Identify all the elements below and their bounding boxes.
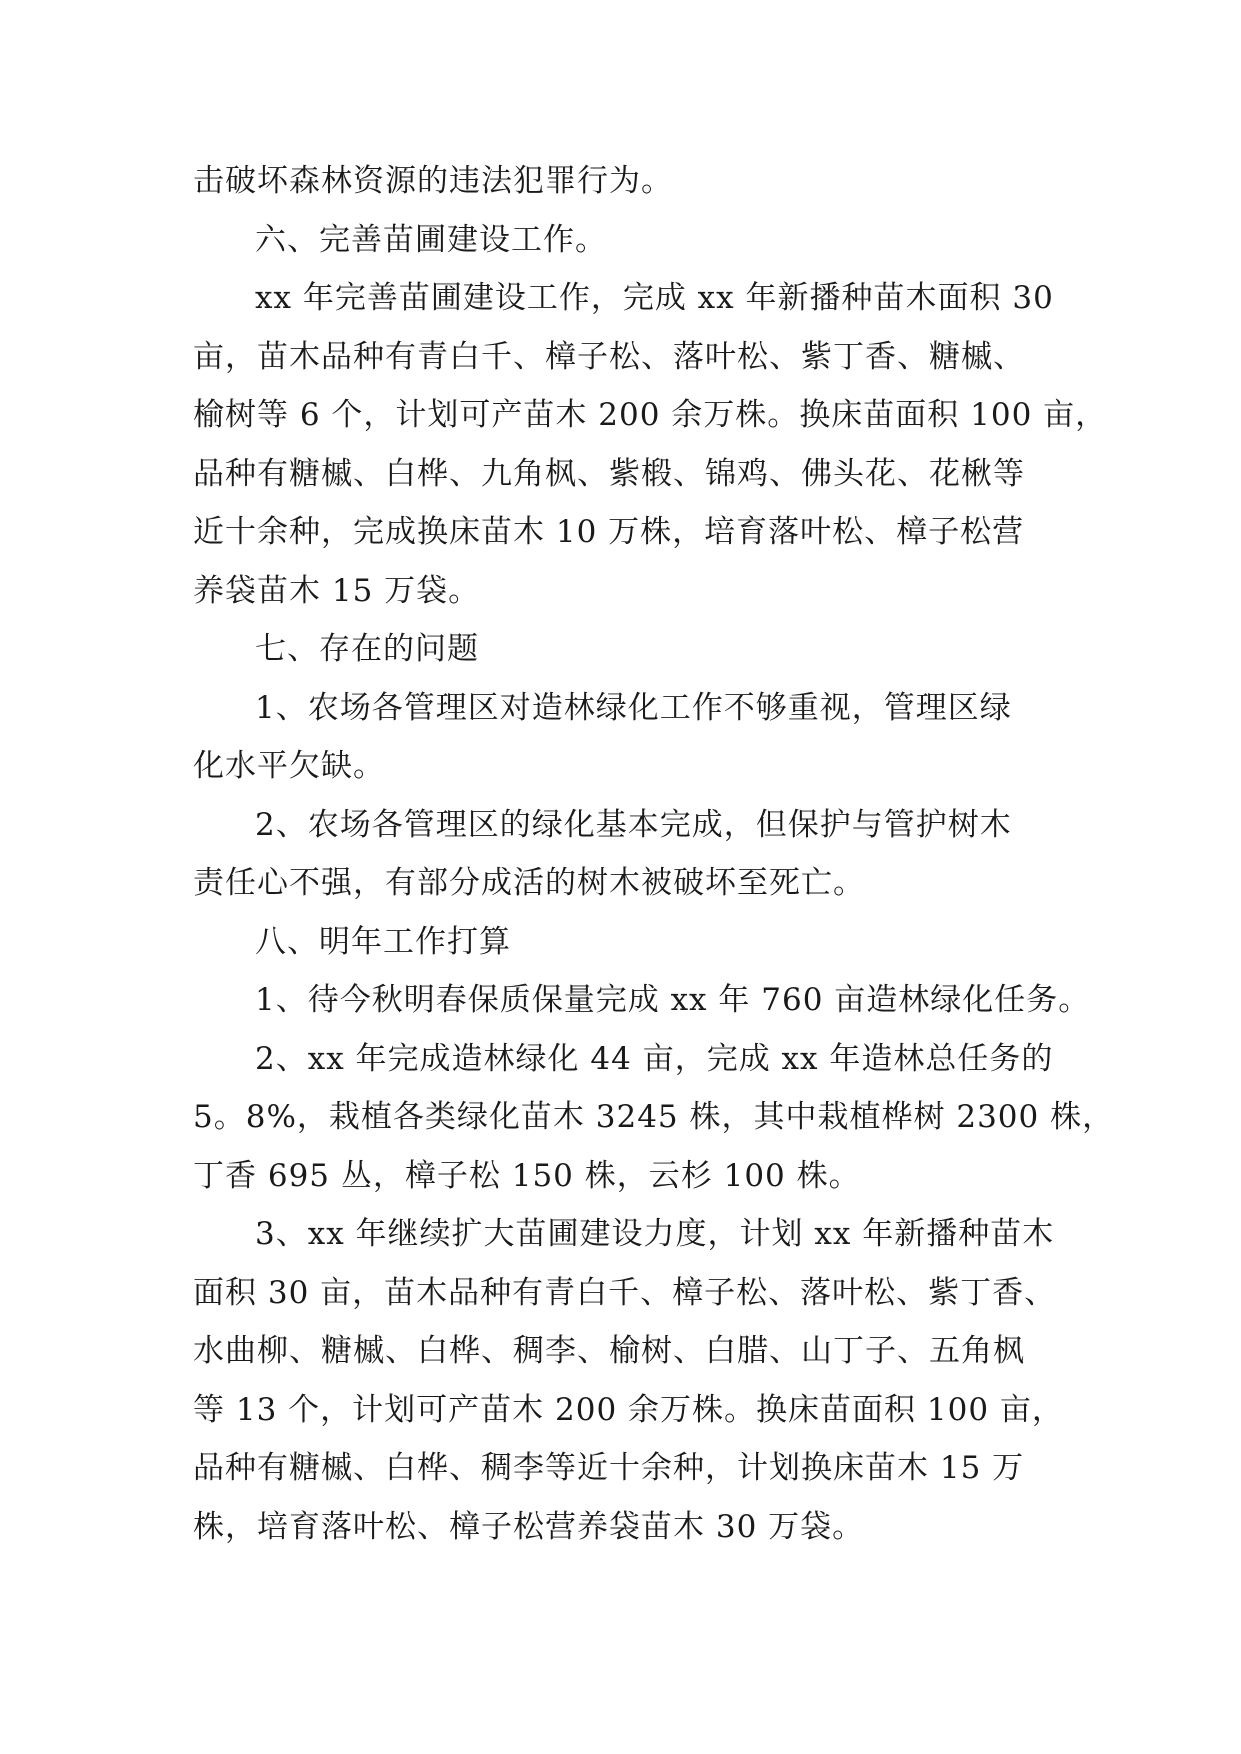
text-line: 榆树等 6 个，计划可产苗木 200 余万株。换床苗面积 100 亩，: [193, 397, 1108, 433]
text-line: 击破坏森林资源的违法犯罪行为。: [193, 163, 673, 199]
text-line: 责任心不强，有部分成活的树木被破坏至死亡。: [193, 865, 865, 901]
text-line: 品种有糖槭、白桦、稠李等近十余种，计划换床苗木 15 万: [193, 1450, 1025, 1486]
text-line: 近十余种，完成换床苗木 10 万株，培育落叶松、樟子松营: [193, 514, 1025, 550]
text-line: 品种有糖槭、白桦、九角枫、紫椴、锦鸡、佛头花、花楸等: [193, 455, 1025, 492]
text-line: 等 13 个，计划可产苗木 200 余万株。换床苗面积 100 亩，: [193, 1391, 1064, 1428]
text-line: 面积 30 亩，苗木品种有青白千、樟子松、落叶松、紫丁香、: [193, 1274, 1057, 1311]
section-heading: 六、完善苗圃建设工作。: [255, 221, 607, 258]
section-heading: 八、明年工作打算: [255, 923, 511, 960]
text-line: 1、农场各管理区对造林绿化工作不够重视，管理区绿: [255, 689, 1012, 726]
text-line: 2、农场各管理区的绿化基本完成，但保护与管护树木: [255, 806, 1012, 843]
document-body: [193, 152, 1115, 1556]
text-line: 化水平欠缺。: [193, 748, 385, 784]
text-line: 5。8%，栽植各类绿化苗木 3245 株，其中栽植桦树 2300 株，: [193, 1099, 1115, 1135]
text-line: 亩，苗木品种有青白千、樟子松、落叶松、紫丁香、糖槭、: [193, 338, 1025, 375]
text-line: 3、xx 年继续扩大苗圃建设力度，计划 xx 年新播种苗木: [255, 1216, 1055, 1252]
text-line: 1、待今秋明春保质保量完成 xx 年 760 亩造林绿化任务。: [255, 982, 1091, 1018]
section-heading: 七、存在的问题: [255, 631, 479, 667]
text-line: 2、xx 年完成造林绿化 44 亩，完成 xx 年造林总任务的: [255, 1040, 1054, 1077]
text-line: 水曲柳、糖槭、白桦、稠李、榆树、白腊、山丁子、五角枫: [193, 1333, 1025, 1369]
text-line: 丁香 695 丛，樟子松 150 株，云杉 100 株。: [193, 1157, 861, 1194]
text-line: 养袋苗木 15 万袋。: [193, 572, 481, 609]
text-line: xx 年完善苗圃建设工作，完成 xx 年新播种苗木面积 30: [255, 280, 1054, 316]
text-line: 株，培育落叶松、樟子松营养袋苗木 30 万袋。: [193, 1508, 865, 1545]
